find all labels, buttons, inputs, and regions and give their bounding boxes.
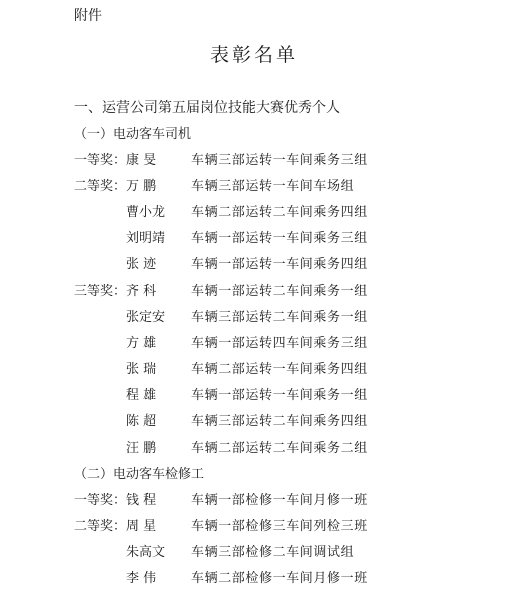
award-name: 程 雄	[126, 388, 157, 403]
award-unit: 车辆一部检修三车间列检三班	[191, 519, 368, 534]
subsection-heading-maintenance: （二）电动客车检修工	[74, 467, 205, 482]
award-unit: 车辆二部检修一车间月修一班	[191, 571, 368, 586]
award-level: 一等奖：	[74, 493, 127, 508]
attachment-label: 附件	[74, 8, 102, 24]
award-unit: 车辆二部运转一车间乘务四组	[191, 362, 368, 377]
award-unit: 车辆三部运转一车间车场组	[191, 179, 355, 194]
award-unit: 车辆三部运转一车间乘务三组	[191, 153, 368, 168]
award-name: 方 雄	[126, 336, 157, 351]
award-name: 康 旻	[126, 153, 157, 168]
award-level: 一等奖：	[74, 153, 127, 168]
award-unit: 车辆一部检修一车间月修一班	[191, 493, 368, 508]
award-level: 二等奖：	[74, 519, 127, 534]
award-level: 二等奖：	[74, 179, 127, 194]
award-name: 万 鹏	[126, 179, 157, 194]
award-name: 张 瑞	[126, 362, 157, 377]
award-name: 张定安	[126, 310, 166, 325]
award-name: 钱 程	[126, 493, 157, 508]
award-name: 刘明靖	[126, 231, 166, 246]
award-name: 陈 超	[126, 414, 157, 429]
award-unit: 车辆二部运转二车间乘务二组	[191, 441, 368, 456]
award-unit: 车辆一部运转一车间乘务四组	[191, 257, 368, 272]
award-unit: 车辆一部运转一车间乘务一组	[191, 388, 368, 403]
award-unit: 车辆一部运转二车间乘务一组	[191, 284, 368, 299]
award-name: 周 星	[126, 519, 157, 534]
award-unit: 车辆三部检修二车间调试组	[191, 545, 355, 560]
award-unit: 车辆一部运转四车间乘务三组	[191, 336, 368, 351]
award-unit: 车辆一部运转一车间乘务三组	[191, 231, 368, 246]
award-unit: 车辆三部运转二车间乘务一组	[191, 310, 368, 325]
award-name: 汪 鹏	[126, 441, 157, 456]
award-name: 曹小龙	[126, 205, 166, 220]
award-name: 朱高文	[126, 545, 166, 560]
award-name: 李 伟	[126, 571, 157, 586]
subsection-heading-drivers: （一）电动客车司机	[74, 127, 192, 142]
award-unit: 车辆二部运转二车间乘务四组	[191, 205, 368, 220]
award-name: 张 迹	[126, 257, 157, 272]
section-heading: 一、运营公司第五届岗位技能大赛优秀个人	[74, 100, 340, 116]
award-unit: 车辆三部运转二车间乘务四组	[191, 414, 368, 429]
award-level: 三等奖：	[74, 284, 127, 299]
document-title: 表彰名单	[209, 44, 298, 66]
award-name: 齐 科	[126, 284, 157, 299]
